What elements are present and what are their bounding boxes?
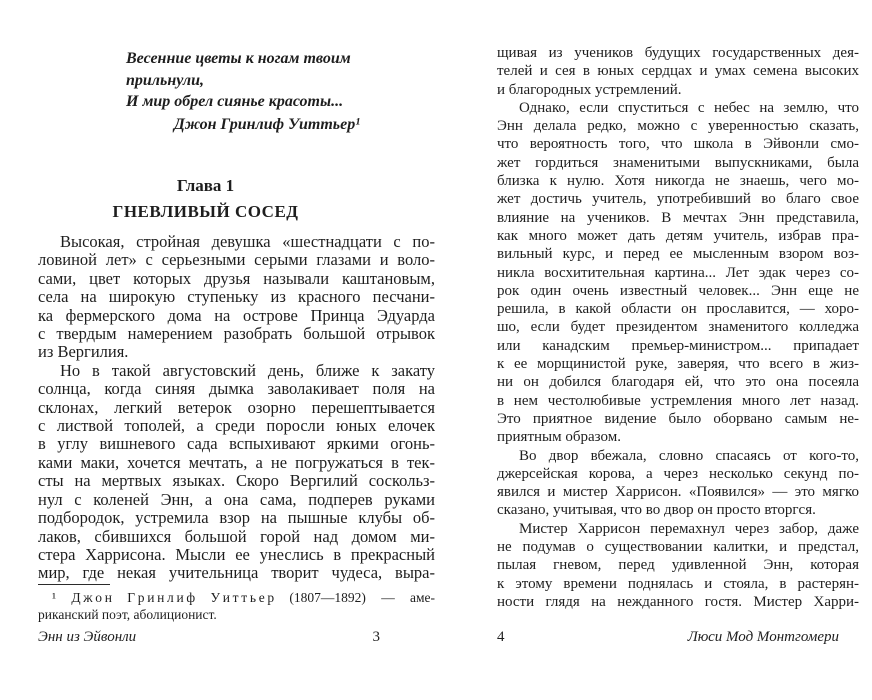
chapter-title: ГНЕВЛИВЫЙ СОСЕД: [112, 202, 299, 221]
epigraph-line: Весенние цветы к ногам твоим прильнули,: [126, 50, 351, 89]
text-line: ка фермерского дома на острове Принца Эдуарда: [38, 305, 435, 325]
text-line: ни он добился благодаря ей, что это она посеяла: [497, 374, 859, 391]
chapter-heading: [7, 176, 404, 222]
footnote: [38, 589, 435, 623]
text-line: что вероятность того, что школа в Эйвонли смо-: [497, 136, 859, 153]
text-line: стера Харрисона. Мысли ее унеслись в прекрасный: [38, 544, 435, 564]
text-line: рок один очень известный человек... Энн еще не: [497, 282, 859, 299]
text-line: солнца, когда синяя дымка заволакивает поля на: [38, 379, 435, 399]
text-line: влияние на учеников. В мечтах Энн представила,: [497, 209, 859, 226]
text-line: Во двор вбежала, словно спасаясь от кого-то,: [519, 447, 859, 464]
text-line: Это приятное видение было оборвано самым не-: [497, 410, 859, 427]
footer-left: [38, 629, 435, 646]
epigraph-attribution: Джон Гринлиф Уиттьер¹: [173, 115, 360, 133]
text-line: подбородок, устремила взор на пышные клубы об-: [38, 508, 435, 528]
text-line: жет достичь учитель, употребивший во благо свое: [497, 191, 859, 208]
text-line: к этому времени поднялась и стояла, в растерян-: [497, 575, 859, 592]
text-line: сказано, учитывая, что во двор он просто вторгся.: [497, 502, 816, 519]
text-line: с листвой тополей, а среди поросли юных елочек: [38, 416, 435, 436]
text-line: ности глядя на нежданного гостя. Мистер Харри-: [497, 593, 859, 610]
text-line: телей и сея в юных сердцах и умах семена высоких: [497, 63, 859, 80]
body-text-right: [497, 44, 859, 611]
footer-right: [497, 629, 859, 646]
text-line: не подумав о существовании калитки, и предстал,: [497, 539, 859, 556]
text-line: в нем честолюбивые устремления много лет назад.: [497, 392, 859, 409]
text-line: с твердым намерением разобрать большой отрывок: [38, 324, 435, 344]
epigraph-line: И мир обрел сиянье красоты...: [126, 93, 344, 110]
text-line: приятным образом.: [497, 429, 621, 446]
text-line: сами, цвет которых друзья называли каштановым,: [38, 268, 435, 288]
text-line: пылая гневом, перед удивленной Энн, которая: [497, 557, 859, 574]
text-line: из Вергилия.: [38, 342, 129, 362]
page-number-right: 4: [497, 629, 505, 645]
text-line: сты на мертвых языках. Скоро Вергилий соскольз-: [38, 471, 435, 491]
chapter-number: Глава 1: [176, 176, 235, 195]
text-line: Энн делала редко, можно с уверенностью сказать,: [497, 118, 859, 135]
text-line: и благородных устремлений.: [497, 81, 682, 98]
text-line: решила, в какой области он прославится, — хоро-: [497, 301, 859, 318]
text-line: шо, если будет президентом знаменитого колледжа: [497, 319, 859, 336]
page-left: [38, 0, 435, 700]
text-line: мир, где некая учительница творит чудеса, выра-: [38, 563, 435, 583]
body-text-left: [38, 233, 435, 583]
epigraph: [126, 48, 360, 135]
text-line: ¹ Д ж о н Г р и н л и ф У и т т ь е р (1807—1892) — аме-: [52, 590, 435, 605]
text-line: близка к нулю. Хотя никогда не знаешь, чего мо-: [497, 173, 859, 190]
text-line: или канадским премьер-министром... припадает: [497, 337, 859, 354]
text-line: Мистер Харрисон перемахнул через забор, даже: [519, 520, 859, 537]
text-line: ловиной лет» с серьезными серыми глазами и воло-: [38, 250, 435, 270]
text-line: жет гордиться знаменитыми выпускниками, была: [497, 154, 859, 171]
text-line: как много может дать детям учитель, избрав пра-: [497, 227, 859, 244]
text-line: ками маки, хочется мечтать, а не погружаться в тек-: [38, 452, 435, 472]
text-line: щивая из учеников будущих государственных дея-: [497, 45, 859, 61]
text-line: Но в такой августовский день, ближе к закату: [60, 360, 435, 380]
text-line: склонах, легкий ветерок озорно перешептывается: [38, 397, 435, 417]
text-line: Однако, если спуститься с небес на землю, что: [519, 99, 859, 116]
text-line: никла восхитительная картина... Лет эдак через со-: [497, 264, 859, 281]
text-line: риканский поэт, аболиционист.: [38, 607, 217, 622]
text-line: села на широкую ступеньку из красного песчани-: [38, 287, 435, 307]
page-right: [497, 0, 859, 700]
text-line: Высокая, стройная девушка «шестнадцати с по-: [60, 232, 435, 251]
text-line: нул с коленей Энн, а она сама, подперев руками: [38, 489, 435, 509]
text-line: джерсейская корова, а через несколько секунд по-: [497, 465, 859, 482]
text-line: в углу вишневого сада вспыхивают яркими огонь-: [38, 434, 435, 454]
text-line: явился и мистер Харрисон. «Появился» — это мягко: [497, 484, 859, 501]
text-line: к ее морщинистой руке, заверяя, что всего в жиз-: [497, 356, 859, 373]
running-author: Люси Мод Монтгомери: [687, 629, 839, 645]
text-line: лаков, сбившихся большой горой над домом ми-: [38, 526, 435, 546]
text-line: вильный курс, и перед ее мысленным взором воз-: [497, 246, 859, 263]
page-number-left: 3: [372, 629, 380, 645]
running-title: Энн из Эйвонли: [38, 629, 137, 645]
footnote-rule: [38, 584, 110, 585]
